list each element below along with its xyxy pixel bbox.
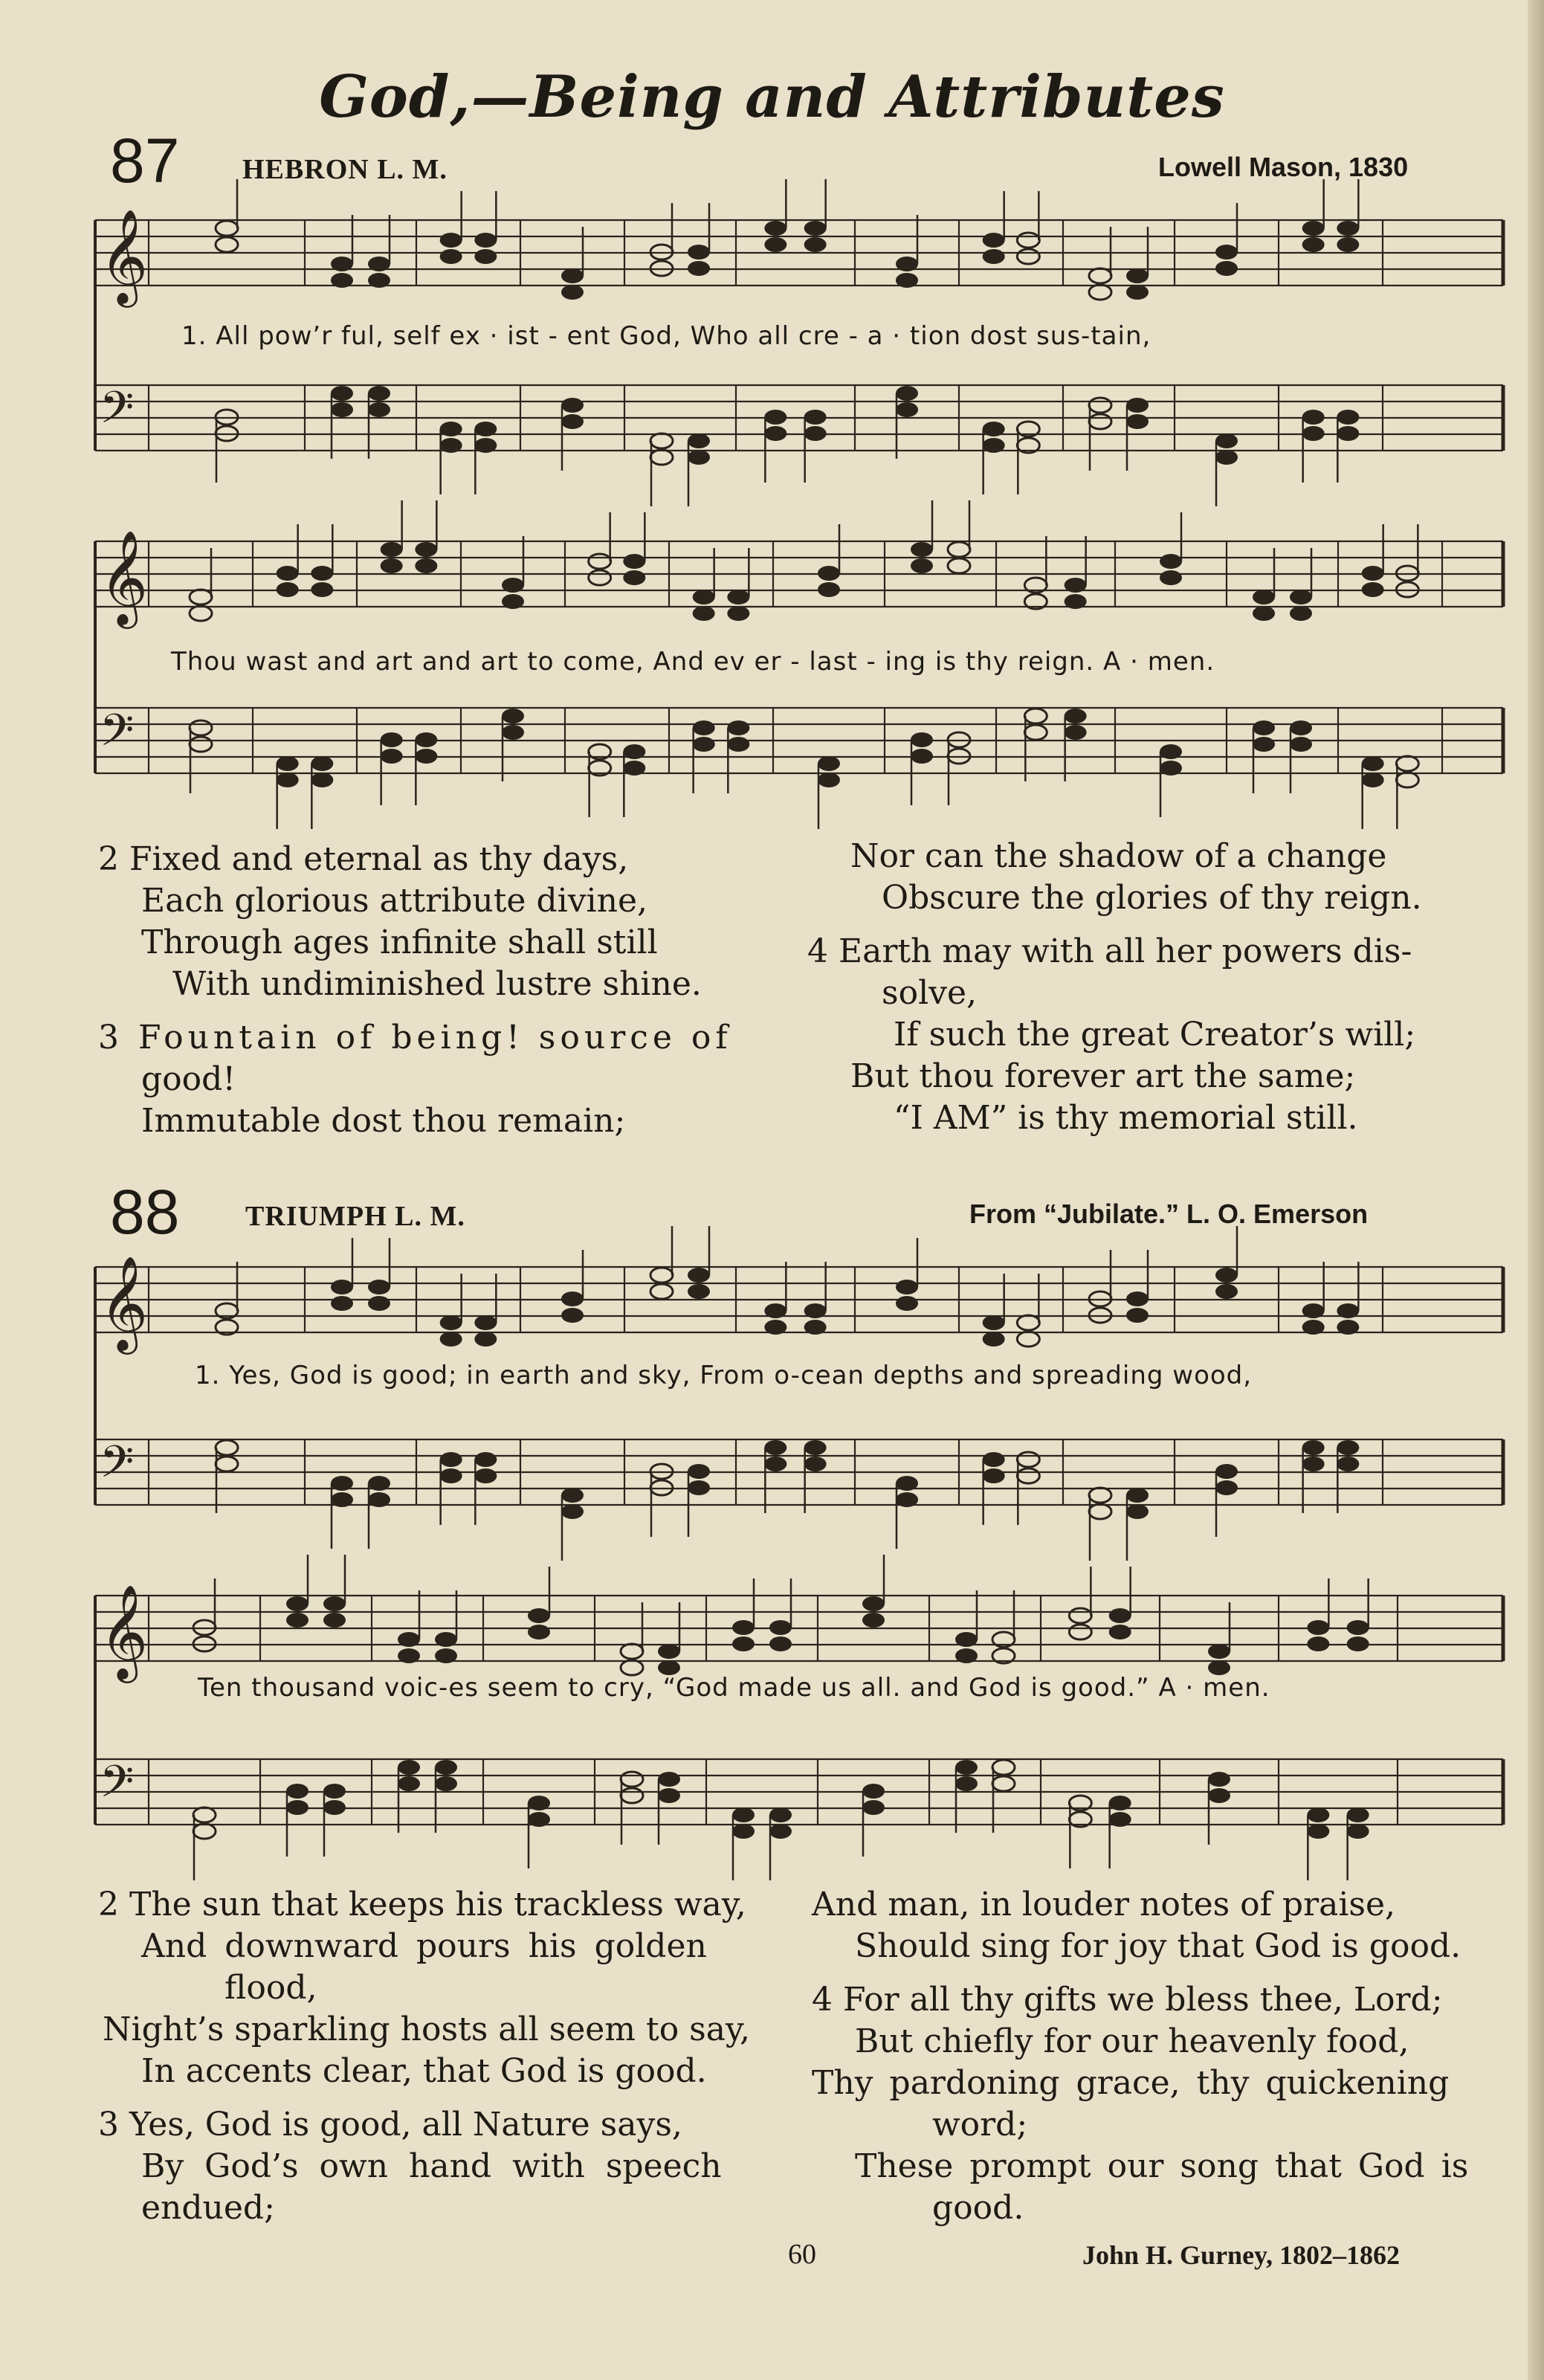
tune-name-87: HEBRON L. M. bbox=[242, 154, 448, 185]
verse-line: With undiminished lustre shine. bbox=[172, 965, 702, 1003]
hymn-87-lyrics-line-2: Thou wast and art and art to come, And ev er - last - ing is thy reign. A · men. bbox=[171, 647, 1215, 677]
verse-line: By God’s own hand with speech bbox=[141, 2147, 722, 2185]
verse-line: 3 Yes, God is good, all Nature says, bbox=[98, 2106, 682, 2144]
svg-text:𝄢: 𝄢 bbox=[100, 704, 135, 767]
hymn-88-lyrics-line-1: 1. Yes, God is good; in earth and sky, From o-cean depths and spreading wood, bbox=[195, 1361, 1253, 1390]
svg-text:𝄞: 𝄞 bbox=[100, 1584, 149, 1679]
verse-line: Nor can the shadow of a change bbox=[850, 837, 1387, 875]
hymn-88-verses-right bbox=[812, 1884, 1468, 2229]
svg-text:𝄞: 𝄞 bbox=[100, 1255, 149, 1350]
verse-line: flood, bbox=[225, 1969, 317, 2007]
hymn-87-verses-left bbox=[98, 839, 732, 1142]
hymn-88-lyrics-line-2: Ten thousand voic-es seem to cry, “God made us all. and God is good.” A · men. bbox=[198, 1673, 1270, 1703]
page-title: God,—Being and Attributes bbox=[319, 63, 1225, 131]
verse-line: Obscure the glories of thy reign. bbox=[882, 879, 1422, 917]
svg-text:𝄢: 𝄢 bbox=[100, 1436, 135, 1498]
composer-credit-88: From “Jubilate.” L. O. Emerson bbox=[969, 1199, 1369, 1229]
verse-line: “I AM” is thy memorial still. bbox=[894, 1099, 1358, 1137]
verse-line: good! bbox=[141, 1060, 236, 1098]
verse-line: word; bbox=[932, 2106, 1028, 2144]
verse-line: good. bbox=[932, 2189, 1024, 2227]
hymn-number-87: 87 bbox=[110, 126, 180, 196]
hymn-88-verses-left bbox=[98, 1884, 750, 2229]
verse-line: These prompt our song that God is bbox=[855, 2147, 1469, 2185]
verse-line: And downward pours his golden bbox=[141, 1927, 707, 1965]
verse-line: And man, in louder notes of praise, bbox=[812, 1886, 1396, 1923]
author-credit-88: John H. Gurney, 1802–1862 bbox=[1082, 2240, 1401, 2270]
svg-text:𝄞: 𝄞 bbox=[100, 208, 149, 303]
verse-line: endued; bbox=[141, 2189, 275, 2227]
verse-line: In accents clear, that God is good. bbox=[141, 2052, 707, 2090]
verse-line: Through ages infinite shall still bbox=[141, 923, 658, 961]
svg-text:𝄢: 𝄢 bbox=[100, 1755, 135, 1818]
verse-line: Immutable dost thou remain; bbox=[141, 1102, 626, 1140]
tune-name-88: TRIUMPH L. M. bbox=[245, 1201, 465, 1232]
verse-line: If such the great Creator’s will; bbox=[894, 1016, 1416, 1054]
page-number: 60 bbox=[788, 2239, 816, 2270]
verse-line: solve, bbox=[882, 974, 978, 1012]
verse-line: Night’s sparkling hosts all seem to say, bbox=[103, 2010, 750, 2048]
svg-text:𝄢: 𝄢 bbox=[100, 381, 135, 444]
verse-line: Should sing for joy that God is good. bbox=[855, 1927, 1461, 1965]
verse-line: 2 The sun that keeps his trackless way, bbox=[98, 1886, 746, 1923]
hymn-87-lyrics-line-1: 1. All pow’r ful, self ex · ist - ent God, Who all cre - a · tion dost sus-tain, bbox=[181, 321, 1151, 351]
hymn-number-88: 88 bbox=[110, 1177, 180, 1247]
composer-credit-87: Lowell Mason, 1830 bbox=[1158, 152, 1409, 182]
svg-text:𝄞: 𝄞 bbox=[100, 529, 149, 625]
verse-line: But chiefly for our heavenly food, bbox=[855, 2022, 1409, 2060]
verse-line: 3 Fountain of being! source of bbox=[98, 1019, 732, 1057]
hymn-87-verses-right bbox=[807, 836, 1422, 1139]
verse-line: Each glorious attribute divine, bbox=[141, 882, 647, 920]
verse-line: 4 For all thy gifts we bless thee, Lord; bbox=[812, 1981, 1443, 2019]
verse-line: Thy pardoning grace, thy quickening bbox=[812, 2064, 1450, 2102]
verse-line: But thou forever art the same; bbox=[850, 1057, 1356, 1095]
verse-line: 2 Fixed and eternal as thy days, bbox=[98, 840, 629, 878]
verse-line: 4 Earth may with all her powers dis- bbox=[807, 932, 1412, 970]
